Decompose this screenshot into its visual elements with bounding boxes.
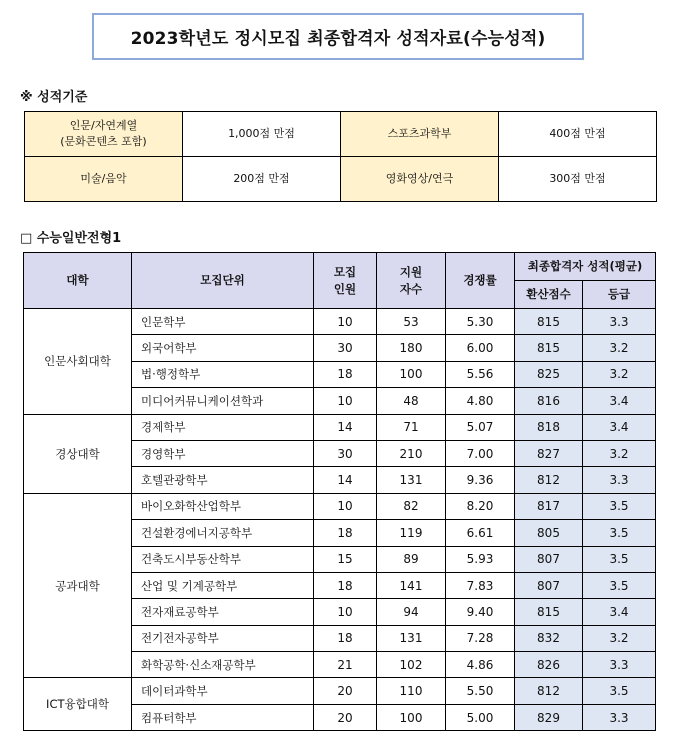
score-cell: 832 <box>515 625 583 651</box>
criteria-value: 1,000점 만점 <box>183 112 341 157</box>
quota-cell: 18 <box>314 520 377 546</box>
applicants-cell: 71 <box>377 414 446 440</box>
quota-cell: 10 <box>314 493 377 519</box>
score-cell: 807 <box>515 572 583 598</box>
score-cell: 805 <box>515 520 583 546</box>
header-line: 모집 <box>333 264 357 279</box>
header-line: 지원 <box>399 264 423 279</box>
applicants-cell: 102 <box>377 652 446 678</box>
applicants-cell: 53 <box>377 309 446 335</box>
applicants-cell: 100 <box>377 704 446 730</box>
quota-cell: 14 <box>314 414 377 440</box>
scores-table <box>23 252 656 731</box>
quota-cell: 20 <box>314 678 377 704</box>
applicants-cell: 210 <box>377 440 446 466</box>
quota-cell: 10 <box>314 599 377 625</box>
grade-cell: 3.4 <box>583 599 656 625</box>
quota-cell: 30 <box>314 335 377 361</box>
grade-cell: 3.4 <box>583 414 656 440</box>
grade-cell: 3.5 <box>583 572 656 598</box>
college-cell: 공과대학 <box>24 493 132 678</box>
score-cell: 812 <box>515 678 583 704</box>
general-section-heading: □ 수능일반전형1 <box>20 231 122 246</box>
criteria-label-line: 인문/자연계열 <box>69 119 138 132</box>
grade-cell: 3.2 <box>583 440 656 466</box>
score-cell: 815 <box>515 309 583 335</box>
unit-cell: 컴퓨터학부 <box>132 704 314 730</box>
grade-cell: 3.5 <box>583 678 656 704</box>
col-header-score: 환산점수 <box>515 281 583 309</box>
college-cell: 인문사회대학 <box>24 309 132 415</box>
quota-cell: 15 <box>314 546 377 572</box>
ratio-cell: 7.83 <box>446 572 515 598</box>
ratio-cell: 6.00 <box>446 335 515 361</box>
quota-cell: 10 <box>314 309 377 335</box>
applicants-cell: 141 <box>377 572 446 598</box>
ratio-cell: 5.30 <box>446 309 515 335</box>
ratio-cell: 9.40 <box>446 599 515 625</box>
applicants-cell: 131 <box>377 625 446 651</box>
col-header-quota <box>314 253 377 309</box>
applicants-cell: 48 <box>377 388 446 414</box>
unit-cell: 건축도시부동산학부 <box>132 546 314 572</box>
quota-cell: 14 <box>314 467 377 493</box>
score-cell: 812 <box>515 467 583 493</box>
score-cell: 829 <box>515 704 583 730</box>
table-row <box>24 309 656 335</box>
applicants-cell: 180 <box>377 335 446 361</box>
score-cell: 826 <box>515 652 583 678</box>
grade-cell: 3.2 <box>583 361 656 387</box>
score-cell: 815 <box>515 599 583 625</box>
score-cell: 815 <box>515 335 583 361</box>
ratio-cell: 4.86 <box>446 652 515 678</box>
ratio-cell: 5.07 <box>446 414 515 440</box>
ratio-cell: 5.50 <box>446 678 515 704</box>
table-row <box>24 678 656 704</box>
grade-cell: 3.5 <box>583 520 656 546</box>
col-header-college: 대학 <box>24 253 132 309</box>
score-cell: 807 <box>515 546 583 572</box>
col-header-ratio: 경쟁률 <box>446 253 515 309</box>
quota-cell: 30 <box>314 440 377 466</box>
col-header-unit: 모집단위 <box>132 253 314 309</box>
grade-cell: 3.5 <box>583 493 656 519</box>
unit-cell: 법·행정학부 <box>132 361 314 387</box>
applicants-cell: 89 <box>377 546 446 572</box>
unit-cell: 전기전자공학부 <box>132 625 314 651</box>
unit-cell: 화학공학·신소재공학부 <box>132 652 314 678</box>
quota-cell: 20 <box>314 704 377 730</box>
unit-cell: 호텔관광학부 <box>132 467 314 493</box>
ratio-cell: 6.61 <box>446 520 515 546</box>
applicants-cell: 119 <box>377 520 446 546</box>
quota-cell: 10 <box>314 388 377 414</box>
applicants-cell: 82 <box>377 493 446 519</box>
criteria-row <box>25 157 657 202</box>
table-row <box>24 493 656 519</box>
col-header-final-group: 최종합격자 성적(평균) <box>515 253 656 281</box>
ratio-cell: 5.00 <box>446 704 515 730</box>
unit-cell: 건설환경에너지공학부 <box>132 520 314 546</box>
grade-cell: 3.5 <box>583 546 656 572</box>
ratio-cell: 5.56 <box>446 361 515 387</box>
unit-cell: 산업 및 기계공학부 <box>132 572 314 598</box>
grade-cell: 3.3 <box>583 704 656 730</box>
criteria-heading: ※ 성적기준 <box>20 90 88 105</box>
grade-cell: 3.3 <box>583 467 656 493</box>
grade-cell: 3.2 <box>583 625 656 651</box>
criteria-value: 200점 만점 <box>183 157 341 202</box>
ratio-cell: 9.36 <box>446 467 515 493</box>
applicants-cell: 100 <box>377 361 446 387</box>
ratio-cell: 7.00 <box>446 440 515 466</box>
criteria-row <box>25 112 657 157</box>
score-cell: 816 <box>515 388 583 414</box>
criteria-label: 스포츠과학부 <box>341 112 499 157</box>
unit-cell: 인문학부 <box>132 309 314 335</box>
header-row <box>24 253 656 281</box>
grade-cell: 3.4 <box>583 388 656 414</box>
score-cell: 817 <box>515 493 583 519</box>
unit-cell: 바이오화학산업학부 <box>132 493 314 519</box>
quota-cell: 18 <box>314 625 377 651</box>
grade-cell: 3.2 <box>583 335 656 361</box>
scores-body <box>24 309 656 731</box>
quota-cell: 21 <box>314 652 377 678</box>
criteria-label: 미술/음악 <box>25 157 183 202</box>
score-cell: 827 <box>515 440 583 466</box>
ratio-cell: 4.80 <box>446 388 515 414</box>
applicants-cell: 110 <box>377 678 446 704</box>
criteria-label: 영화영상/연극 <box>341 157 499 202</box>
grade-cell: 3.3 <box>583 309 656 335</box>
applicants-cell: 131 <box>377 467 446 493</box>
criteria-table <box>24 111 657 202</box>
unit-cell: 미디어커뮤니케이션학과 <box>132 388 314 414</box>
criteria-label-line: (문화콘텐츠 포함) <box>60 135 147 148</box>
unit-cell: 외국어학부 <box>132 335 314 361</box>
ratio-cell: 5.93 <box>446 546 515 572</box>
unit-cell: 경영학부 <box>132 440 314 466</box>
college-cell: 경상대학 <box>24 414 132 493</box>
header-line: 인원 <box>333 281 357 296</box>
unit-cell: 데이터과학부 <box>132 678 314 704</box>
unit-cell: 전자재료공학부 <box>132 599 314 625</box>
grade-cell: 3.3 <box>583 652 656 678</box>
criteria-value: 400점 만점 <box>499 112 657 157</box>
quota-cell: 18 <box>314 361 377 387</box>
ratio-cell: 7.28 <box>446 625 515 651</box>
criteria-value: 300점 만점 <box>499 157 657 202</box>
table-row <box>24 414 656 440</box>
criteria-label <box>25 112 183 157</box>
quota-cell: 18 <box>314 572 377 598</box>
score-cell: 818 <box>515 414 583 440</box>
col-header-applicants <box>377 253 446 309</box>
ratio-cell: 8.20 <box>446 493 515 519</box>
college-cell: ICT융합대학 <box>24 678 132 731</box>
col-header-grade: 등급 <box>583 281 656 309</box>
unit-cell: 경제학부 <box>132 414 314 440</box>
document-title: 2023학년도 정시모집 최종합격자 성적자료(수능성적) <box>92 13 584 60</box>
applicants-cell: 94 <box>377 599 446 625</box>
header-line: 자수 <box>399 281 423 296</box>
score-cell: 825 <box>515 361 583 387</box>
